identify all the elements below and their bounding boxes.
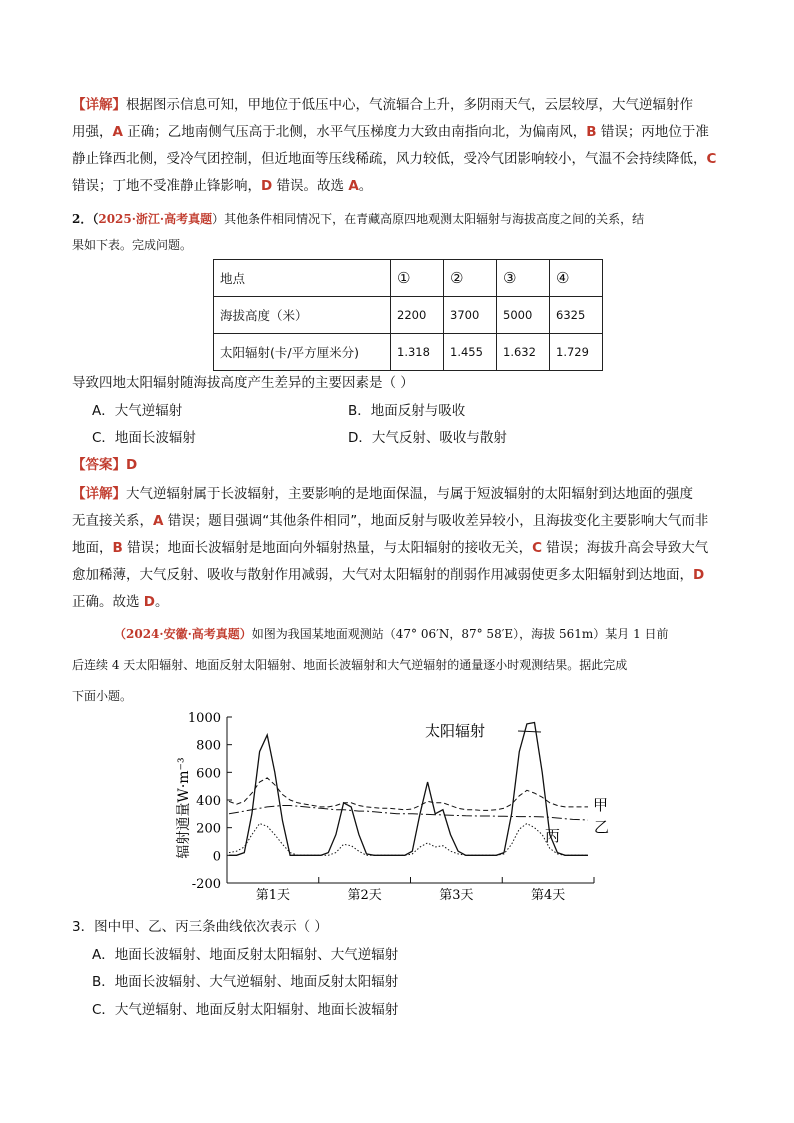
question-2-stem	[72, 206, 732, 258]
table-cell: 1.455	[444, 334, 497, 371]
t: 错误。故选	[272, 178, 349, 194]
table-cell: 1.632	[497, 334, 550, 371]
table-cell: ①	[391, 260, 444, 297]
q3-intro-line2: 后连续 4 天太阳辐射、地面反射太阳辐射、地面长波辐射和大气逆辐射的通量逐小时观测结果。据此完成	[72, 658, 628, 672]
q3-option-b: B．地面长波辐射、大气逆辐射、地面反射太阳辐射	[92, 974, 399, 990]
y-tick-label: 600	[196, 766, 221, 782]
q3-option-a: A．地面长波辐射、地面反射太阳辐射、大气逆辐射	[92, 947, 399, 963]
t: 错误；海拔升高会导致大气	[542, 540, 709, 556]
t: 。	[155, 594, 169, 610]
explain2-line3	[72, 535, 732, 562]
explain2-line1	[72, 481, 732, 508]
t: 错误；题目强调“其他条件相同”，地面反射与吸收差异较小，且海拔变化主要影响大气而非	[163, 513, 709, 529]
x-tick-label: 第2天	[347, 888, 382, 903]
q2-option-a: A．大气逆辐射	[92, 403, 183, 419]
altitude-radiation-table	[213, 259, 603, 371]
option-letter: C	[532, 540, 543, 556]
q2-option-d: D．大气反射、吸收与散射	[348, 430, 507, 446]
radiation-chart	[160, 700, 620, 910]
t: 错误；丁地不受准静止锋影响，	[72, 178, 261, 194]
annotation-bing: 丙	[545, 827, 561, 845]
q2-option-b: B．地面反射与吸收	[348, 403, 466, 419]
option-letter: D	[693, 567, 705, 583]
y-tick-label: 200	[196, 821, 221, 837]
series-line	[229, 723, 588, 856]
explain1-line4	[72, 173, 732, 200]
x-tick-label: 第4天	[530, 888, 566, 903]
explain-tag: 【详解】	[72, 486, 126, 502]
option-letter: A	[348, 178, 359, 194]
table-cell: 2200	[391, 297, 444, 334]
series-line	[229, 824, 588, 856]
q3-intro-line3: 下面小题。	[72, 689, 133, 703]
table-cell: ②	[444, 260, 497, 297]
answer-value: D	[126, 457, 138, 473]
question-source: （2024·安徽·高考真题）	[114, 627, 252, 641]
chart-lines	[229, 723, 588, 856]
t: 大气逆辐射属于长波辐射，主要影响的是地面保温，与属于短波辐射的太阳辐射到达地面的强度	[126, 486, 693, 502]
table-row	[214, 334, 603, 371]
explain1-line2	[72, 119, 732, 146]
option-letter: D	[143, 594, 156, 610]
t: 地面，	[72, 540, 113, 556]
explain2-line4	[72, 562, 732, 589]
table-row	[214, 260, 603, 297]
explain-tag: 【详解】	[72, 97, 126, 113]
y-tick-label: 800	[196, 738, 221, 754]
t: 错误；丙地位于准	[596, 124, 709, 140]
q2-line1	[72, 206, 732, 232]
explain1-line3	[72, 146, 732, 173]
explain1-line1	[72, 92, 732, 119]
table-cell: 6325	[550, 297, 603, 334]
y-tick-label: 1000	[187, 711, 221, 726]
t: 无直接关系，	[72, 513, 153, 529]
y-tick-label: 0	[212, 849, 221, 865]
x-tick-label: 第3天	[439, 888, 474, 903]
table-cell: 地点	[214, 260, 391, 297]
question-source: 2025·浙江·高考真题	[98, 212, 213, 226]
q3-option-c: C．大气逆辐射、地面反射太阳辐射、地面长波辐射	[92, 1002, 399, 1018]
explanation-1	[72, 92, 732, 200]
answer-tag: 【答案】	[72, 457, 126, 473]
table-row	[214, 297, 603, 334]
explanation-2	[72, 481, 732, 616]
option-letter: D	[261, 178, 273, 194]
table-cell: 5000	[497, 297, 550, 334]
option-letter: C	[706, 151, 717, 167]
option-letter: A	[112, 124, 123, 140]
y-tick-label: 400	[196, 794, 221, 809]
t: 错误；地面长波辐射是地面向外辐射热量，与太阳辐射的接收无关，	[122, 540, 533, 556]
option-letter: B	[112, 540, 123, 556]
explain2-line2	[72, 508, 732, 535]
t: 正确。故选	[72, 594, 144, 610]
y-tick-label: -200	[191, 877, 221, 892]
q2-stem-text-2: 果如下表。完成问题。	[72, 238, 193, 252]
table-cell: 1.729	[550, 334, 603, 371]
t: 正确；乙地南侧气压高于北侧，水平气压梯度力大致由南指向北，为偏南风，	[122, 124, 587, 140]
q2-answer	[72, 455, 137, 475]
t: 。	[358, 178, 373, 194]
x-tick-label: 第1天	[255, 888, 291, 903]
annotation-solar-pointer	[518, 731, 541, 732]
q2-option-c: C．地面长波辐射	[92, 430, 196, 446]
t: 如图为我国某地面观测站（47° 06′N，87° 58′E），海拔 561m）某月 1 日前	[251, 627, 669, 641]
q3-intro	[72, 619, 732, 712]
t: 用强，	[72, 124, 113, 140]
explain2-line5	[72, 589, 732, 616]
annotation-solar: 太阳辐射	[425, 722, 486, 740]
t: 愈加稀薄，大气反射、吸收与散射作用减弱，大气对太阳辐射的削弱作用减弱使更多太阳辐射到达地面，	[72, 567, 693, 583]
table-cell: 1.318	[391, 334, 444, 371]
x-axis	[227, 877, 594, 903]
table-cell: 3700	[444, 297, 497, 334]
y-axis-ticks	[188, 711, 232, 892]
table-cell: 海拔高度（米）	[214, 297, 391, 334]
table-cell: 太阳辐射(卡/平方厘米分)	[214, 334, 391, 371]
y-axis-label: 辐射通量W·m⁻³	[176, 757, 192, 859]
table-cell: ③	[497, 260, 550, 297]
t: 静止锋西北侧，受冷气团控制，但近地面等压线稀疏，风力较低，受冷气团影响较小，气温不会持续降低，	[72, 151, 707, 167]
q3-question: 3．图中甲、乙、丙三条曲线依次表示（ ）	[72, 919, 328, 935]
annotation-yi: 乙	[594, 818, 610, 836]
question-number: 2．（	[72, 212, 99, 226]
table-cell: ④	[550, 260, 603, 297]
q3-intro-line1	[72, 619, 732, 650]
option-letter: B	[586, 124, 597, 140]
option-letter: A	[153, 513, 164, 529]
series-line	[229, 806, 588, 821]
annotation-jia: 甲	[593, 796, 609, 814]
explain1-text: 根据图示信息可知，甲地位于低压中心，气流辐合上升，多阴雨天气，云层较厚，大气逆辐射作	[126, 97, 693, 113]
q2-question: 导致四地太阳辐射随海拔高度产生差异的主要因素是（ ）	[72, 375, 414, 391]
q2-stem-text: ）其他条件相同情况下，在青藏高原四地观测太阳辐射与海拔高度之间的关系，结	[212, 212, 645, 226]
